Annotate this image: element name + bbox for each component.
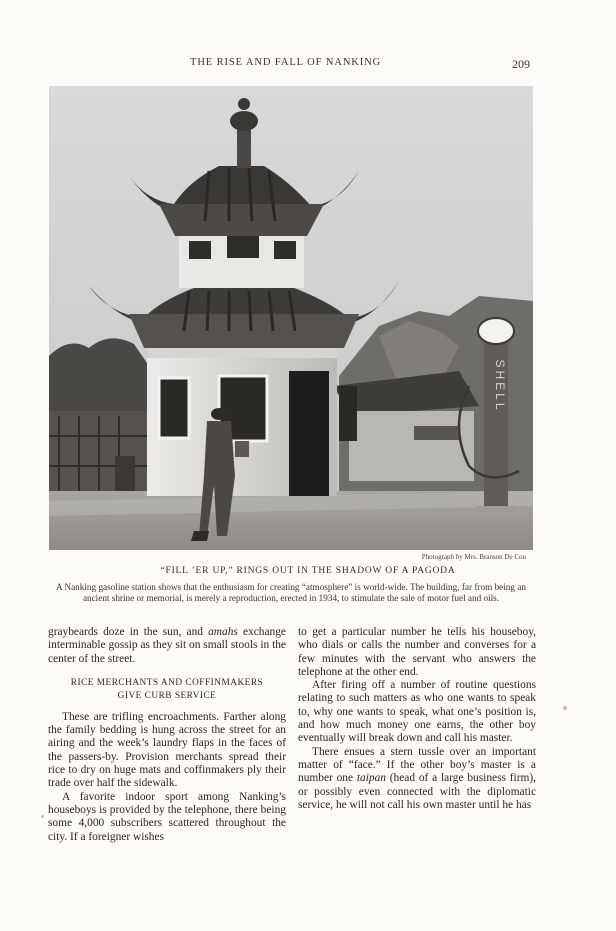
pagoda-door: [289, 371, 329, 496]
paragraph: There ensues a stern tussle over an important matter of “face.” If the other boy’s master is a number one taipan (head of a large business firm), or possibly even connected with the diplomatic service, he will not call his own master until he has: [298, 745, 537, 811]
paragraph: graybeards doze in the sun, and amahs exchange interminable gossip as they sit on small stools in the center of the street.: [48, 626, 286, 665]
section-subhead: RICE MERCHANTS AND COFFINMAKERS GIVE CURB SERVICE: [70, 677, 264, 701]
running-title: THE RISE AND FALL OF NANKING: [190, 57, 382, 68]
margin-mark: [563, 706, 567, 710]
man-figure: [211, 408, 227, 420]
caption-title: “FILL ’ER UP,” RINGS OUT IN THE SHADOW OF A PAGODA: [160, 566, 456, 576]
text-column-left: [48, 626, 286, 844]
paragraph: After firing off a number of routine questions relating to such matters as who one wants to speak to, why one wants to speak, what one’s position is, and how much money one earns, the other boy eventually will break down and call his master.: [298, 679, 536, 745]
pagoda-finial: [237, 128, 251, 168]
page-number: 209: [512, 57, 530, 71]
shell-sign-text: SHELL: [493, 359, 507, 413]
paragraph: A favorite indoor sport among Nanking’s houseboys is provided by the telephone, there being some 4,000 subscribers scattered throughout the city. If a foreigner wishes: [48, 790, 286, 843]
caption-body: A Nanking gasoline station shows that the enthusiasm for creating “atmosphere” is world-wide. The building, far from being an ancient shrine or memorial, is merely a reproduction, erected in 1934, to stimulate the sale of motor fuel and oils.: [56, 582, 526, 603]
pagoda-gas-station-photo: [49, 86, 533, 550]
text-column-right: [298, 626, 536, 812]
paragraph: to get a particular number he tells his houseboy, who dials or calls the number and converses for a few minutes with the servant who answers the telephone at the other end.: [298, 626, 536, 678]
running-head: [0, 57, 616, 71]
photo-credit: Photograph by Mrs. Branson De Cou: [421, 553, 526, 561]
margin-mark: [41, 815, 44, 818]
paragraph: These are trifling encroachments. Farther along the family bedding is hung across the street for an airing and the week’s laundry flaps in the faces of the passers-by. Provision merchants spread their rice to dry on huge mats and coffinmakers ply their trade over half the sidewalk.: [48, 710, 286, 790]
